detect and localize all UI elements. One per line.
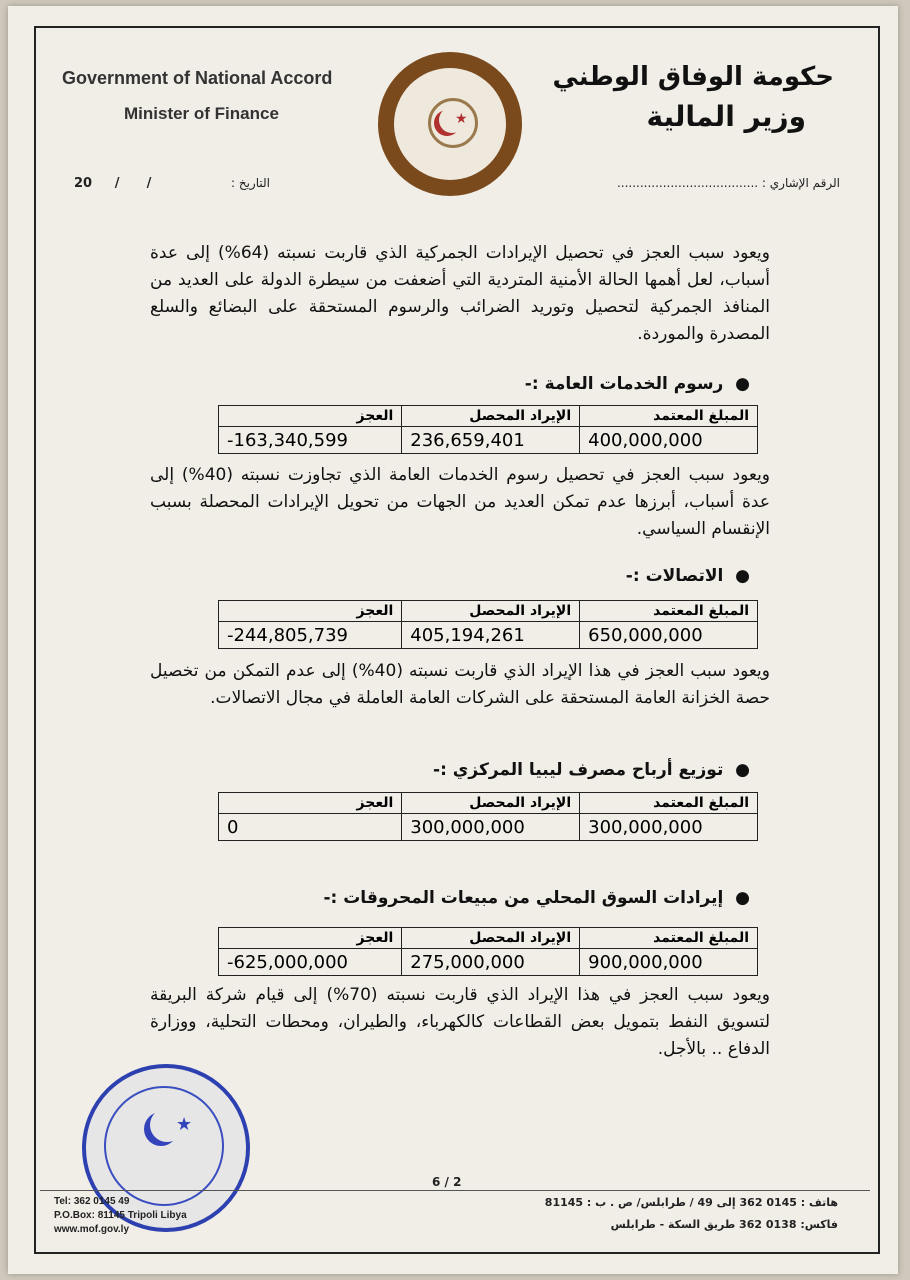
section-heading-text: إيرادات السوق المحلي من مبيعات المحروقات :-	[323, 888, 724, 908]
col-collected: الإيراد المحصل	[402, 406, 580, 427]
section-heading-text: رسوم الخدمات العامة :-	[524, 374, 724, 394]
col-deficit: العجز	[219, 406, 402, 427]
paragraph-public-services: ويعود سبب العجز في تحصيل رسوم الخدمات العامة الذي تجاوزت نسبته (40%) إلى عدة أسباب، أبرزها عدم تمكن العديد من الجهات من تحويل الإيرادات المحصلة بسبب الإنقسام السياسي.	[150, 465, 771, 539]
header-ar-government: حكومة الوفاق الوطني	[552, 62, 834, 92]
emblem-inner-ring	[394, 68, 506, 180]
table-public-services	[218, 405, 758, 454]
stamp-star-icon: ★	[176, 1114, 193, 1135]
date-label: التاريخ :	[230, 176, 270, 190]
paragraph-customs: ويعود سبب العجز في تحصيل الإيرادات الجمركية الذي قاربت نسبته (64%) إلى عدة أسباب، لعل أهمها الحالة الأمنية المتردية التي أضعفت من سيطرة الدولة على العديد من المنافذ الجمركية لتحصيل وتوريد الضرائب والرسوم المستحقة على البضائع والسلع المصدرة والموردة.	[150, 243, 770, 344]
cell-deficit: -625,000,000	[219, 949, 402, 976]
col-deficit: العجز	[219, 928, 402, 949]
col-collected: الإيراد المحصل	[402, 793, 580, 814]
section-heading-text: توزيع أرباح مصرف ليبيا المركزي :-	[433, 760, 724, 780]
cell-deficit: 0	[219, 814, 402, 841]
footer-ar-phone: هاتف : 0145 362 إلى 49 / طرابلس/ ص . ب : 81145	[544, 1196, 838, 1209]
date-value: 20 / /	[74, 176, 152, 191]
col-deficit: العجز	[219, 601, 402, 622]
col-approved: المبلغ المعتمد	[580, 928, 758, 949]
col-approved: المبلغ المعتمد	[580, 793, 758, 814]
cell-approved: 300,000,000	[580, 814, 758, 841]
footer-divider	[40, 1190, 870, 1191]
col-collected: الإيراد المحصل	[402, 601, 580, 622]
cell-approved: 650,000,000	[580, 622, 758, 649]
cell-approved: 400,000,000	[580, 427, 758, 454]
footer-ar-fax: فاكس: 0138 362 طريق السكة - طرابلس	[610, 1218, 838, 1231]
gna-emblem	[378, 52, 522, 196]
bullet-icon: ●	[723, 374, 750, 394]
cell-deficit: -163,340,599	[219, 427, 402, 454]
paragraph-fuel-sales: ويعود سبب العجز في هذا الإيراد الذي قاربت نسبته (70%) إلى قيام شركة البريقة لتسويق النفط بتمويل بعض القطاعات كالكهرباء، والطيران، ومحطات التحلية، ووزارة الدفاع .. بالأجل.	[150, 985, 771, 1059]
footer-pobox: P.O.Box: 81145 Tripoli Libya	[54, 1210, 187, 1221]
header-en-ministry: Minister of Finance	[124, 104, 279, 123]
cell-collected: 405,194,261	[402, 622, 580, 649]
cell-collected: 236,659,401	[402, 427, 580, 454]
footer-telephone: Tel: 362 0145 49	[54, 1196, 130, 1207]
cell-deficit: -244,805,739	[219, 622, 402, 649]
section-heading-public-services	[525, 374, 750, 394]
bullet-icon: ●	[723, 760, 750, 780]
col-approved: المبلغ المعتمد	[580, 601, 758, 622]
table-telecom	[218, 600, 758, 649]
col-approved: المبلغ المعتمد	[580, 406, 758, 427]
page-number: 6 / 2	[432, 1175, 462, 1189]
col-deficit: العجز	[219, 793, 402, 814]
table-central-bank	[218, 792, 758, 841]
section-heading-telecom	[626, 566, 750, 586]
header-ar-ministry: وزير المالية	[646, 100, 806, 133]
cell-collected: 300,000,000	[402, 814, 580, 841]
section-heading-text: الاتصالات :-	[625, 566, 724, 586]
stamp-inner-ring	[104, 1086, 224, 1206]
bullet-icon: ●	[723, 566, 750, 586]
bullet-icon: ●	[723, 888, 750, 908]
paragraph-telecom: ويعود سبب العجز في هذا الإيراد الذي قاربت نسبته (40%) إلى عدم التمكن من تخصيل حصة الخزانة العامة المستحقة على الشركات العامة العاملة في مجال الاتصالات.	[150, 661, 770, 708]
section-heading-fuel-sales	[323, 888, 750, 908]
table-fuel-sales	[218, 927, 758, 976]
section-heading-central-bank	[433, 760, 750, 780]
cell-approved: 900,000,000	[580, 949, 758, 976]
crescent-star-icon: ★	[428, 98, 478, 148]
footer-website: www.mof.gov.ly	[54, 1224, 130, 1235]
cell-collected: 275,000,000	[402, 949, 580, 976]
col-collected: الإيراد المحصل	[402, 928, 580, 949]
header-en-government: Government of National Accord	[62, 68, 333, 88]
reference-number-label: الرقم الإشاري : .....................................	[616, 176, 840, 190]
